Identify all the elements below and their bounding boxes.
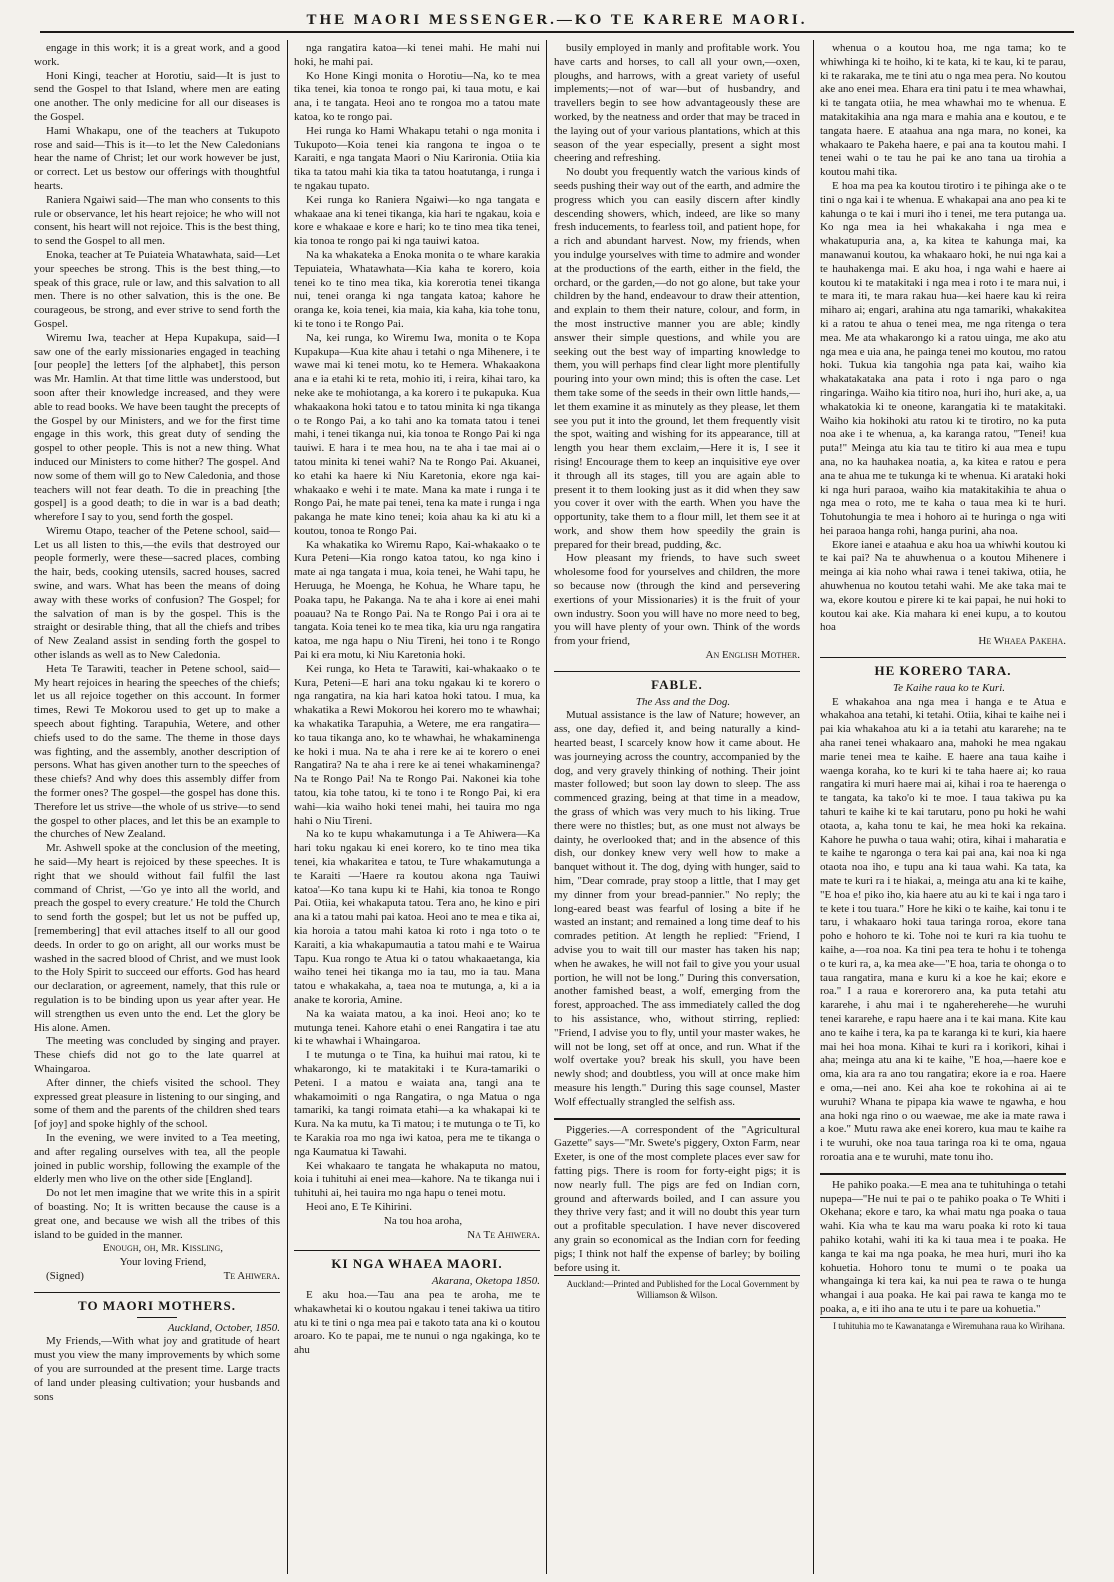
article-paragraph: E whakahoa ana nga mea i hanga e te Atua e whakahoa ana tetahi, ki tetahi. Otiia, kihai te kaihe nei i pai kia whakahoa atu ki a ia tetahi atu kararehe; na te aha ranei tenei whakaaro ana, mahoki he mea ngakau marie tenei mea te kaihe. E haere ana taua kaihe i waenga koraha, ko te kuri ki te taha haere ai; ko raua rangatira ki muri haere mai ai, kihai i roa te haerenga o te tangata, ka tako'o ki te moe. I taua takiwa pu ka tahuri te kaihe ki te kai tarutaru, pono pu hoki he wahi otaota, a, kaha tonu te kai, he mea hoki ka rekaina. Kahore he puwha o taua wahi; otira, kihai i maharatia e te kaihe te ngaronga o tera kai pai ana, kai noa ki nga otaota noa iho, e tupu ana ki taua wahi. Ka tata, ka mate te kuri ra i te hiakai, a, meinga atu ana ki te kaihe, "E hoa e! piko iho, kia haere atu au ki te kai i nga taro i te kete i tou tuara." Hore he kiki o te kaihe, kai tonu i te taru, i whakaaro hoki taua taringa roroa, ekore tana poho e hohoro te ki. Tohe noi te kuri ra kia tuohu te kaihe, a—roa noa. Ka tini pea tera te hohu i te tohenga o te kuri ra, a, ka mea ake—"E hoa, taria te ohonga o to taua rangatira, mana e kuru ki a koe he kai; ekore e roa." I a raua e korerorero ana, ka puta tetahi atu kararehe, i ahu mai i te ngahereherehe—he wuruhi tenei kararehe, e rapu haere ana i te kai mana. Kite kau ano te kaihe i tera, ka pa te karanga ki te kuri, kia haere mai hei hoa mona. Kihai te kuri ra i korikori, kihai i aha; meinga atu ana ki te kaihe, "E hoa,—haere koe e oma, kia ara ra ano tou rangatira; ekore ia e roa. Haere e oma,—nei ano. Kei aha koe te rokohina ai ai te wuruhi? Whana te pipapa kia wawe te ngawha, e hou ana hoki nga rino o ou waewae, me ake ia mate rawa i a koe." Mutu rawa ake enei korero, kua mau te kaihe ra i te wuruhi, oke noa taua taringa roa ki te oma, ngaua roroatia ana e te wuruhi, mate tonu iho. [820, 695, 1066, 1163]
article-paragraph: Ko Hone Kingi monita o Horotiu—Na, ko te mea tika tenei, kia tonoa te rongo pai, ki taua motu, e kai ana, i te tangata. Heoi ano te rongoa mo a tatou mate katoa, ko te rongo pai. [294, 69, 540, 123]
heading-he-korero-tara: HE KORERO TARA. [820, 657, 1066, 678]
column-rule [546, 40, 547, 1574]
col2-paragraphs [294, 42, 540, 1215]
article-paragraph: Ka whakatika ko Wiremu Rapo, Kai-whakaako o te Kura Peteni—Kia rongo katoa tatou, ko nga kino i mate ai nga tangata i mua, koia tenei, he Wahi tapu, he Heruuga, he Moenga, he Kohua, he Whare tapu, he Poaka tapu, he Pakanga. Na te aha i kore ai enei mahi poauau? Na te Rongo Pai. Na te Rongo Pai i ora ai te tangata. Koia tenei ko te mea tika, kia uru nga rangatira katoa, me nga hapu o Niu Tireni, hei tono i te Rongo Pai ki era motu, ki Niu Karetonia hoki. [294, 538, 540, 662]
signer: Te Ahiwera. [223, 1269, 280, 1282]
closing-line: Enough, oh, Mr. Kissling, [102, 1242, 224, 1255]
masthead: THE MAORI MESSENGER.—KO TE KARERE MAORI. [40, 12, 1074, 33]
closing-line: Your loving Friend, [119, 1256, 207, 1269]
signature-row [34, 1270, 280, 1284]
dateline: Akarana, Oketopa 1850. [431, 1275, 540, 1288]
column-2 [294, 42, 540, 1572]
tale-paragraphs [820, 696, 1066, 1165]
article-paragraph: busily employed in manly and profitable work. You have carts and horses, to call all your own,—oxen, ploughs, and harrows, with a great variety of useful implements;—not of war—but of husbandry, and travellers begin to see how advantageously these are worked, by the neatness and order that may be traced in the laying out of your various plantations, which at this season of the year especially, present a sight most cheering and refreshing. [554, 42, 800, 165]
article-paragraph: Kei runga ko Raniera Ngaiwi—ko nga tangata e whakaae ana ki tenei tikanga, kia hari te ngakau, koia e kore e whakaae e kore e hari; ko te tino mea tika tenei, kia tonoa te rongo pai ki nga tauiwi katoa. [294, 193, 540, 248]
article-paragraph: E hoa ma pea ka koutou tirotiro i te pihinga ake o te tini o nga kai i te whenua. E whakapai ana ano pea ki te kahunga o te kai i muri iho i tenei, me tera putanga ua. Ko nga mea ia hei whakakaha i nga mea e whakatupuria ana, a, ka kitea te kahunga mai, ka manawanui koutou, ka whakaaro hoki, he nui nga kai a te hauhakenga mai. E aku hoa, i nga wahi e haere ai koutou ki te matakitaki i nga mea i roto i te mara nui, i te mara iti, te mara rakau hua—kei haere kau ki reira miharo ai; engari, arahina atu nga tamariki, whakakitea ki a ratou te ahua o tenei mea, me nga ritenga o tera mea. Me ata whakarongo ki a ratou uinga, me ako atu nga mea e uia ana, he painga tenei mo koutou, mo ratou hoki. Tukua kia tangohia nga pata kai, waiho kia whakatakataka ana pata i roto i nga paro o nga ringaringa. Waiho kia titiro noa, huri iho, huri ake, a, ua whakatokia ki te oneone, karangatia ki te matakitaki. Waiho kia hokihoki atu ratou ki te tirotiro, no ka puta noa ake i te whenua, a, ka karanga ratou, "Tenei! kua puta!" Meinga atu kia tau te titiro ki aua mea e tupu ana, no ka hauhakea noatia, a, ka kitea e ratou e pera ana te ahua me te tukunga ki te whenua. Ki arataki hoki ki nga huri paraoa, waiho kia matakitakihia te ahua o nga mea o roto, me te kaha o taua mea ki te huri. Tohutohungia te mea i hohoro ai te huringa o nga witi hei paraoa hanga rohi, hanga purini, aha noa. [820, 179, 1066, 537]
article-paragraph: Heoi ano, E Te Kihirini. [306, 1200, 412, 1213]
article-paragraph: E aku hoa.—Tau ana pea te aroha, me te whakawhetai ki o koutou ngakau i tenei takiwa ua titiro atu ki te tini o nga mea pai e takoto tata ana ki o koutou aroaro. Ko te papai, me te nunui o nga ngakinga, ko te ahu [294, 1288, 540, 1357]
article-paragraph: Ekore ianei e ataahua e aku hoa ua whiwhi koutou ki te kai pai? Na te ahuwhenua o a koutou Mihenere i meinga ai kia noho whai rawa i tenei takiwa, otiia, he ahuwhenua no koutou tetahi wahi. Me ake taka mai te wa, ekore koutou e pirere ki te kai papai, he nui hoki to koutou kai ake. Kia mahara ki enei kupu, a to koutou hoa [820, 538, 1066, 634]
article-paragraph: Hei runga ko Hami Whakapu tetahi o nga monita i Tukupoto—Koia tenei kia rangona te ingoa o te Karaiti, e nga tangata Maori o Niu Karironia. Otiia kia tika ta tatou mahi kia tika ta tatou hoatutanga, i runga i te ngakau tupato. [294, 124, 540, 192]
article-paragraph: Kei runga, ko Heta te Tarawiti, kai-whakaako o te Kura, Peteni—E hari ana toku ngakau ki te korero o nga rangatira, na kia hari katoa hoki tatou. I mua, ka whakatika a Rewi Mokorou hei korero mo te whawhai; ka whakatika Tarapuhia, a Wetere, me era rangatira—ko taua tikanga ano, ko te whawhai, he whakaminenga ke hoki i mua. Na te aha i rere ke ai te korero o enei Rangatira? Na te aha i rere ke ai tenei whakaminenga? Na te Rongo Pai! Na te Rongo Pai. Nakonei kia tohe tatou, kia tohe tatou, ki te tono i te Rongo Pai, ki era wahi—kia waiho hoki tenei mahi, hei tauira mo nga hahi o Niu Tireni. [294, 662, 540, 827]
heading-to-maori-mothers: TO MAORI MOTHERS. [34, 1292, 280, 1313]
article-paragraph: Wiremu Otapo, teacher of the Petene school, said—Let us all listen to this,—the evils that destroyed our people formerly, were these—sacred places, combing the hair, beds, cooking utensils, sacred houses, sacred swine, and wars. What has been the means of doing away with these works of confusion? The Gospel; for the salvation of man is by the gospel. This is the straight or desirable thing, that all the chiefs and tribes of New Zealand assist in sending forth the gospel to other islands as well as to New Caledonia. [34, 524, 280, 662]
article-paragraph: Honi Kingi, teacher at Horotiu, said—It is just to send the Gospel to that Island, where men are eating one another. The only medicine for all our diseases is the Gospel. [34, 69, 280, 123]
article-paragraph: I te mutunga o te Tina, ka huihui mai ratou, ki te whakarongo, ki te matakitaki i te Kura-tamariki o Peteni. I a matou e waiata ana, tangi ana te whakamoimiti o nga Rangatira, o nga Matua o nga tamariki, ka tangi roimata etahi—a ka whakapai ki te Kura. Na ka mutu, ka Ti matou; i te mutunga o te Ti, ko te Karakia roa mo nga iwi katoa, pera me te tikanga o nga Kaumatua ki Tawahi. [294, 1049, 540, 1158]
tale-subtitle: Te Kaihe raua ko te Kuri. [892, 681, 1006, 694]
article-paragraph: Mutual assistance is the law of Nature; however, an ass, one day, defied it, and being naturally a kind-hearted beast, I scarcely know how it came about. He was journeying across the country, accompanied by the dog, and very gravely thinking of nothing. Their joint master followed; but soon lay down to sleep. The ass commenced grazing, being at that time in a meadow, the grass of which was very much to his liking. True there were no thistles; but, as one must not always be dainty, he overlooked that; and in the absence of this dish, our donkey knew very well how to make a banquet without it. The dog, dying with hunger, said to him, "Dear comrade, pray stoop a little, that I may get my dinner from your bread-pannier." No reply; the long-eared beast was fearful of losing a bite if he wasted an instant; and remained a long time deaf to his comrades petition. At length he replied: "Friend, I advise you to wait till our master has taken his nap; when he awakes, he will not fail to give you your usual portion, he will not be long." During this conversation, another famished beast, a wolf, emerging from the forest, approached. The ass immediately called the dog to his assistance, who, without stirring, replied: "Friend, I advise you to fly, until your master wakes, he will not be long, set off at once, and run. What if the wolf overtake you? break his skull, you have been newly shod; and doubtless, you will at once make him measure his length." During this sage counsel, Master Wolf effectually strangled the selfish ass. [554, 709, 800, 1108]
article-paragraph: The meeting was concluded by singing and prayer. These chiefs did not go to the late quarrel at Whaingaroa. [34, 1035, 280, 1075]
imprint: Auckland:—Printed and Published for the Local Government by Williamson & Wilson. [554, 1275, 800, 1301]
article-paragraph: Na, kei runga, ko Wiremu Iwa, monita o te Kopa Kupakupa—Kua kite ahau i tetahi o nga Mihenere, i te wawe mai ki tenei motu, ko te Hemera. Whakaakona ana e ia etahi ki te reta, mohio iti, i reira, kihai taro, ka neke ake te mohiotanga, a ka korero i te pukapuka. Kua whakaakona hoki tatou e to tatou minita ki nga tikanga o te Rongo Pai, a ko tahi ano ka tomata tatou i tenei mahi, i tenei tikanga nui, kia tonoa te Rongo Pai ki nga tauiwi. E hara i te mea hou, na te aha i tae mai ai o tatou minita ki tenei wahi? Na te Rongo Pai. Akuanei, ko etahi ka haere ki Niu Karetonia, ekore nga kai-whakaako e wehi i te mate. Mana ka mate i runga i te Rongo Pai, he mate pai tenei, tena ka mate i runga i nga pakanga he mate kino tenei; koia ahau ka ki atu ki a koutou, tonoa te Rongo Pai. [294, 331, 540, 537]
article-paragraph: He pahiko poaka.—E mea ana te tuhituhinga o tetahi nupepa—"He nui te pai o te pahiko poaka o Te Whiti i Okehana; ekore e taro, ka whai matu nga poaka o taua wahi. Kia wha te kau ma waru poaka ki roto ki taua pahiko kotahi, wahi iti ka ki taua mea i te poaka. He kanga te kai ma nga poaka, he mea huri, muri iho ka kohuetia. Hohoro tonu te mumi o te poaka ua whangainga ki tera kai, ka nui pea te rawa o te hunga whangai i aua poaka. He kai pai rawa te kanga mo te poaka, a, e iti iho ana te utu i te pare ua kohuetia." [820, 1178, 1066, 1315]
column-rule [287, 40, 288, 1574]
heading-ki-nga-whaea-maori: KI NGA WHAEA MAORI. [294, 1250, 540, 1271]
article-paragraph: No doubt you frequently watch the various kinds of seeds pushing their way out of the earth, and admire the progress which you can easily discern after kindly descending showers, which, indeed, are like so many fresh inducements, to fearless toil, and patient hope, for a rich and abundant harvest. Now, my friends, when you indulge yourselves with time to admire and wonder at the productions of the earth, either in the field, the orchard, or the garden,—do not go alone, but take your children by the hand, endeavour to draw their attention, and explain to them their nature, colour, and form, in the most instructive manner you are able; kindly answer their simple questions, and while you are seeking out the best way of imparting knowledge to them, you will perhaps find clear light more plentifully pouring into your own mind; this is often the case. Let them take some of the seeds in their own little hands,—let them examine it as minutely as they please, let them see you put it into the ground, let them frequently visit the spot, waiting and wishing for its appearance, till at length you hear them exclaim,—Here it is, I see it rising! Encourage them to keep an inquisitive eye over it through all its stages, till you are again able to present it to them looking just as it did when they saw you cover it over with the earth. When you have the opportunity, take them to a flour mill, let them see it at work, and show them how speedily the grain is prepared for their bread, pudding, &c. [554, 166, 800, 551]
column-rule [813, 40, 814, 1574]
article-paragraph: Wiremu Iwa, teacher at Hepa Kupakupa, said—I saw one of the early missionaries engaged in teaching [our people] the letters [of the alphabet], this person was Mr. Hamlin. At that time little was understood, but soon after their knowledge increased, and they were able to read books. We have been taught the precepts of the Gospel by our Ministers, and we for the first time engage in this work, this great duty of sending the gospel to other people. This is not a new thing. What induced our Ministers to come hither? The gospel. And now some of them will go to New Caledonia, and those teachers will not fear death. To die in preaching [the gospel] is a good death; to die in war is a bad death; wherefore I say to you, send forth the gospel. [34, 331, 280, 524]
column-1 [34, 42, 280, 1572]
column-3 [554, 42, 800, 1572]
imprint: I tuhituhia mo te Kawanatanga e Wiremuhana raua ko Wirihana. [820, 1317, 1066, 1332]
signed-label: (Signed) [46, 1269, 84, 1282]
article-paragraph: How pleasant my friends, to have such sweet wholesome food for yourselves and children, the more so because now (through the kind and persevering exertions of your Missionaries) it is the fruit of your own industry. Soon you will have no more need to beg, you will have plenty of your own. Think of the words from your friend, [554, 552, 800, 648]
article-paragraph: Hami Whakapu, one of the teachers at Tukupoto rose and said—This is it—to let the New Caledonians hear the name of Christ; let our work however be just, or correct. Let us bestow our offerings with thoughtful hearts. [34, 124, 280, 192]
column-4 [820, 42, 1066, 1572]
signer: An English Mother. [705, 649, 800, 662]
article-paragraph: Raniera Ngaiwi said—The man who consents to this rule or observance, let his heart rejoice; he who will not consent, his heart will not rejoice. This is the best thing, to send the Gospel to all men. [34, 193, 280, 248]
article-paragraph: nga rangatira katoa—ki tenei mahi. He mahi nui hoki, he mahi pai. [294, 42, 540, 68]
signer: Na Te Ahiwera. [467, 1228, 540, 1241]
fable-subtitle: The Ass and the Dog. [635, 695, 731, 708]
heading-fable: FABLE. [554, 671, 800, 692]
article-paragraph: Heta Te Tarawiti, teacher in Petene school, said—My heart rejoices in hearing the speeches of the chiefs; let us all rejoice together on this account. In former times, Rewi Te Mokorou used to get up to make a speech about fighting. Tarapuhia, Wetere, and other chiefs used to do the same. The theme in those days was fighting, and the assembly, another description of persons. What has given another turn to the speeches of these chiefs? And why does this assembly differ from the former ones? The gospel—the gospel has done this. Therefore let us strive—the whole of us strive—to send the gospel to other places, and let this be an example to the churches of New Zealand. [34, 662, 280, 841]
divider [137, 1317, 177, 1318]
closing-line: Na tou hoa aroha, [383, 1214, 463, 1227]
article-paragraph: Kei whakaaro te tangata he whakaputa no matou, koia i tuhituhi ai enei mea—kahore. Na te tikanga nui i tuhituhi ai, hei tauira mo nga hapu o tenei motu. [294, 1159, 540, 1200]
article-paragraph: Na ko te kupu whakamutunga i a Te Ahiwera—Ka hari toku ngakau ki enei korero, ko te tino mea tika tenei, kia whakaritea e tatou, te Ture whakamutunga a te Karaiti —'Haere ra koutou akona nga Tauiwi katoa'—Ko tana kupu ki te Hahi, kia tonoa te Rongo Pai. Otiia, kei whakaputa tatou. Tera ano, he kino e piri ana ki a tatou mahi pai katoa. Heoi ano te mea e tika ai, kia horoia a tatou mahi katoa ki roto i nga toto o te Karaiti, a kia whakapumautia a tatou mahi e te Wairua Tapu. Kua rongo te Atua ki o tatou whakaaetanga, kia waiho tenei hei tikanga mo ia tau, mo ia tau. Mana tatou e whakakaha, a, taea noa te mutunga, a, ki a ia anake te kororia, Amine. [294, 828, 540, 1006]
article-paragraph: Enoka, teacher at Te Puiateia Whatawhata, said—Let your speeches be strong. This is the best thing,—to speak of this grace, rule or law, and this salvation to all men. There is no other salvation, this is the one. Be courageous, be strong, and ever strive to send forth the Gospel. [34, 248, 280, 330]
article-paragraph: My Friends,—With what joy and gratitude of heart must you view the many improvements by which some of you are surrounded at the present time. Large tracts of land under pleasing cultivation; your husbands and sons [34, 1335, 280, 1403]
article-paragraph: whenua o a koutou hoa, me nga tama; ko te whiwhinga ki te hoiho, ki te kata, ki te kau, ki te parau, ki te rakaraka, me te tini atu o nga mea pera. No koutou ake ano enei mea. Ehara era tini patu i te mea whawhai, ki te tangata otiia, he mea whawhai mo te whenua. E matakitakihia ana nga mara e mahia ana e koutou, e te tangata haere. E ataahua ana nga mara, no konei, ka whakaaro te Pakeha haere, e pai ana ta koutou mahi. I tenei wahi o te tau he pai ke ano tana ua tirohia a koutou mahi tika. [820, 42, 1066, 179]
article-paragraph: Na ka waiata matou, a ka inoi. Heoi ano; ko te mutunga tenei. Kahore etahi o enei Rangatira i tae atu ki te whawhai i Whaingaroa. [294, 1007, 540, 1048]
article-paragraph: Na ka whakateka a Enoka monita o te whare karakia Tepuiateia, Whatawhata—Kia kaha te korero, koia tenei ko te tino mea tika, kia korerotia tenei tikanga nui, tenei oranga ki nga tangata katoa; kahore he oranga ke, koia tenei, kia maia, kia kaha, kia tohe tonu, ki te tono i te Rongo Pai. [294, 248, 540, 330]
article-paragraph: After dinner, the chiefs visited the school. They expressed great pleasure in listening to our singing, and some of them and the parents of the children shed tears [of joy] and spoke highly of the school. [34, 1076, 280, 1131]
article-paragraph: engage in this work; it is a great work, and a good work. [34, 42, 280, 68]
fable-paragraphs [554, 709, 800, 1109]
article-paragraph: In the evening, we were invited to a Tea meeting, and after regaling ourselves with tea, all the people joined in public worship, following the example of the elderly men who live on the other side [England]. [34, 1131, 280, 1186]
article-paragraph: Do not let men imagine that we write this in a spirit of boasting. No; It is written because the cause is a great one, and because we wish all the tribes of this island to be guided in the manner. [34, 1187, 280, 1241]
piggeries-notice [554, 1118, 800, 1276]
piggeries-notice-maori [820, 1173, 1066, 1317]
article-paragraph: Mr. Ashwell spoke at the conclusion of the meeting, he said—My heart is rejoiced by these speeches. It is right that we should without fail fulfil the last command of Christ, —'Go ye into all the world, and preach the gospel to every creature.' He told the Church to send forth the gospel; but let us not be puffed up, [remembering] that evil attaches itself to all our good deeds. In order to go on aright, all our works must be washed in the sacred blood of Christ, and we must look to the Holy Spirit to succeed our efforts. God has heard our declaration, or agreement, namely, that this rule or regulation is to be binding upon us year after year. He will strengthen us even unto the end. Let the glory be His alone. Amen. [34, 842, 280, 1034]
col1-paragraphs [34, 42, 280, 1242]
col3-paragraphs [554, 42, 800, 649]
article-paragraph: Piggeries.—A correspondent of the "Agricultural Gazette" says—"Mr. Swete's piggery, Oxton Farm, near Exeter, is one of the most complete places ever saw for fatting pigs. There is room for forty-eight pigs; it is now nearly full. The pigs are fed on Indian corn, ground and afterwards boiled, and I can assure you they thrive very fast; and it will no doubt this year turn out a profitable speculation. I have never discovered any grain so economical as the Indian corn for feeding pigs; I think not half the expense of barley; by boiling before using it. [554, 1123, 800, 1274]
signer: He Whaea Pakeha. [978, 635, 1066, 648]
dateline: Auckland, October, 1850. [167, 1321, 280, 1334]
col4-paragraphs [820, 42, 1066, 635]
